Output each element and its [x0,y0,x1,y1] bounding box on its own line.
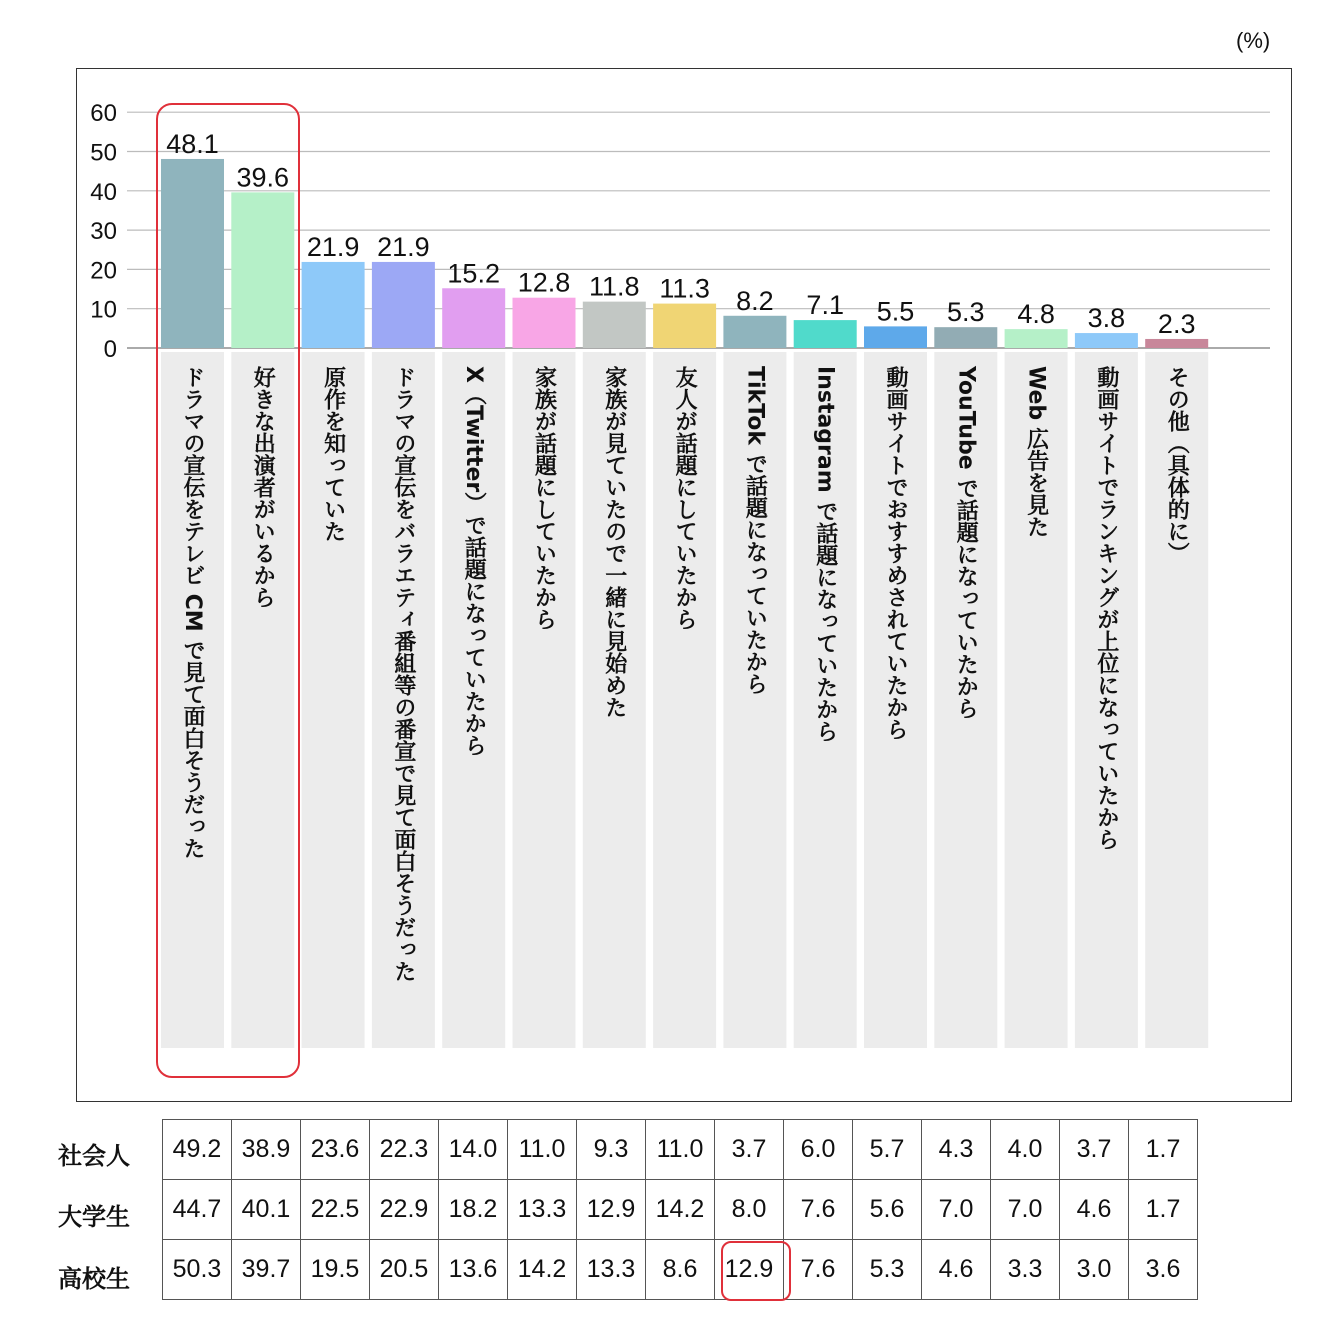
value-label: 15.2 [447,258,500,289]
table-cell: 19.5 [301,1240,370,1300]
table-cell: 4.6 [1060,1180,1129,1240]
table-cell: 5.6 [853,1180,922,1240]
value-label: 4.8 [1017,299,1055,330]
table-row [163,1180,1198,1240]
table-cell: 4.0 [991,1120,1060,1180]
table-cell: 11.0 [646,1120,715,1180]
y-tick-label: 20 [90,257,117,285]
category-label: 原作を知っていた [320,366,346,542]
table-cell: 49.2 [163,1120,232,1180]
table-cell: 50.3 [163,1240,232,1300]
table-cell: 7.0 [991,1180,1060,1240]
bar [1005,329,1068,348]
table-cell: 22.3 [370,1120,439,1180]
bar [513,298,576,348]
table-cell: 1.7 [1129,1180,1198,1240]
category-label: 家族が話題にしていたから [531,366,557,630]
row-label-shakaijin: 社会人 [58,1143,130,1170]
bar [653,304,716,348]
table-cell: 13.3 [508,1180,577,1240]
table-row [163,1240,1198,1300]
y-tick-label: 40 [90,178,117,206]
table-cell: 3.0 [1060,1240,1129,1300]
value-label: 11.3 [659,273,710,304]
table-cell: 4.3 [922,1120,991,1180]
row-label-koukousei: 高校生 [58,1266,130,1293]
bar [934,327,997,348]
table-cell: 3.7 [715,1120,784,1180]
table-cell: 13.3 [577,1240,646,1300]
highlight-box-tiktok-highschool [721,1241,791,1301]
value-label: 21.9 [306,231,360,262]
table-cell: 8.0 [715,1180,784,1240]
table-cell: 14.0 [439,1120,508,1180]
table-cell: 4.6 [922,1240,991,1300]
table-cell: 5.3 [853,1240,922,1300]
table-cell: 1.7 [1129,1120,1198,1180]
table-row [163,1120,1198,1180]
category-label: ドラマの宣伝をテレビ CM で見て面白そうだった [180,366,205,860]
table-cell: 39.7 [232,1240,301,1300]
bar [1145,339,1208,348]
table-cell: 3.3 [991,1240,1060,1300]
category-label: YouTube で話題になっていたから [953,366,979,720]
table-cell: 3.7 [1060,1120,1129,1180]
bar [794,320,857,348]
row-label-daigakusei: 大学生 [58,1204,130,1231]
y-tick-label: 0 [103,336,117,363]
table-cell: 8.6 [646,1240,715,1300]
category-label: 友人が話題にしていたから [672,366,698,630]
value-label: 12.8 [517,267,571,298]
category-label: 家族が見ていたので一緒に見始めた [601,366,627,718]
table-cell: 20.5 [370,1240,439,1300]
category-label: その他（具体的に） [1164,366,1190,564]
value-label: 5.5 [876,296,915,327]
category-label: Instagram で話題になっていたから [812,366,838,743]
table-cell: 38.9 [232,1120,301,1180]
value-label: 21.9 [377,231,430,262]
table-cell: 3.6 [1129,1240,1198,1300]
table-cell: 22.5 [301,1180,370,1240]
y-tick-label: 10 [90,296,117,324]
value-label: 7.1 [806,290,844,321]
table-cell: 40.1 [232,1180,301,1240]
category-label: 動画サイトでランキングが上位になっていたから [1093,366,1119,850]
bar [723,316,786,348]
table-cell: 12.9 [715,1240,784,1300]
table-cell: 23.6 [301,1120,370,1180]
category-label: X（Twitter）で話題になっていたから [461,366,487,757]
value-label: 2.3 [1157,308,1196,339]
table-cell: 44.7 [163,1180,232,1240]
bar [442,288,505,348]
table-cell: 11.0 [508,1120,577,1180]
table-cell: 7.0 [922,1180,991,1240]
table-cell: 22.9 [370,1180,439,1240]
value-label: 5.3 [947,297,985,328]
bar [302,262,365,348]
category-label: ドラマの宣伝をバラエティ番組等の番宣で見て面白そうだった [390,366,416,982]
table-cell: 13.6 [439,1240,508,1300]
category-label: 動画サイトでおすすめされていたから [883,366,908,740]
y-tick-label: 30 [90,218,117,246]
value-label: 48.1 [166,128,219,159]
bar [864,326,927,348]
bar [1075,333,1138,348]
highlight-box-top-two [156,103,300,1078]
value-label: 39.6 [236,162,290,193]
table-cell: 6.0 [784,1120,853,1180]
table-cell: 12.9 [577,1180,646,1240]
bar [583,302,646,348]
breakdown-table [162,1119,1198,1300]
table-cell: 5.7 [853,1120,922,1180]
value-label: 11.8 [589,271,640,302]
table-cell: 7.6 [784,1240,853,1300]
category-label: Web 広告を見た [1023,366,1049,538]
category-label: 好きな出演者がいるから [250,366,276,608]
category-label: TikTok で話題になっていたから [742,366,768,695]
table-cell: 14.2 [646,1180,715,1240]
table-cell: 14.2 [508,1240,577,1300]
table-cell: 9.3 [577,1120,646,1180]
y-tick-label: 60 [90,100,117,128]
value-label: 3.8 [1087,303,1126,334]
bar [372,262,435,348]
y-tick-label: 50 [90,139,117,167]
table-cell: 18.2 [439,1180,508,1240]
table-cell: 7.6 [784,1180,853,1240]
unit-label: (%) [1236,28,1271,53]
value-label: 8.2 [736,285,774,316]
